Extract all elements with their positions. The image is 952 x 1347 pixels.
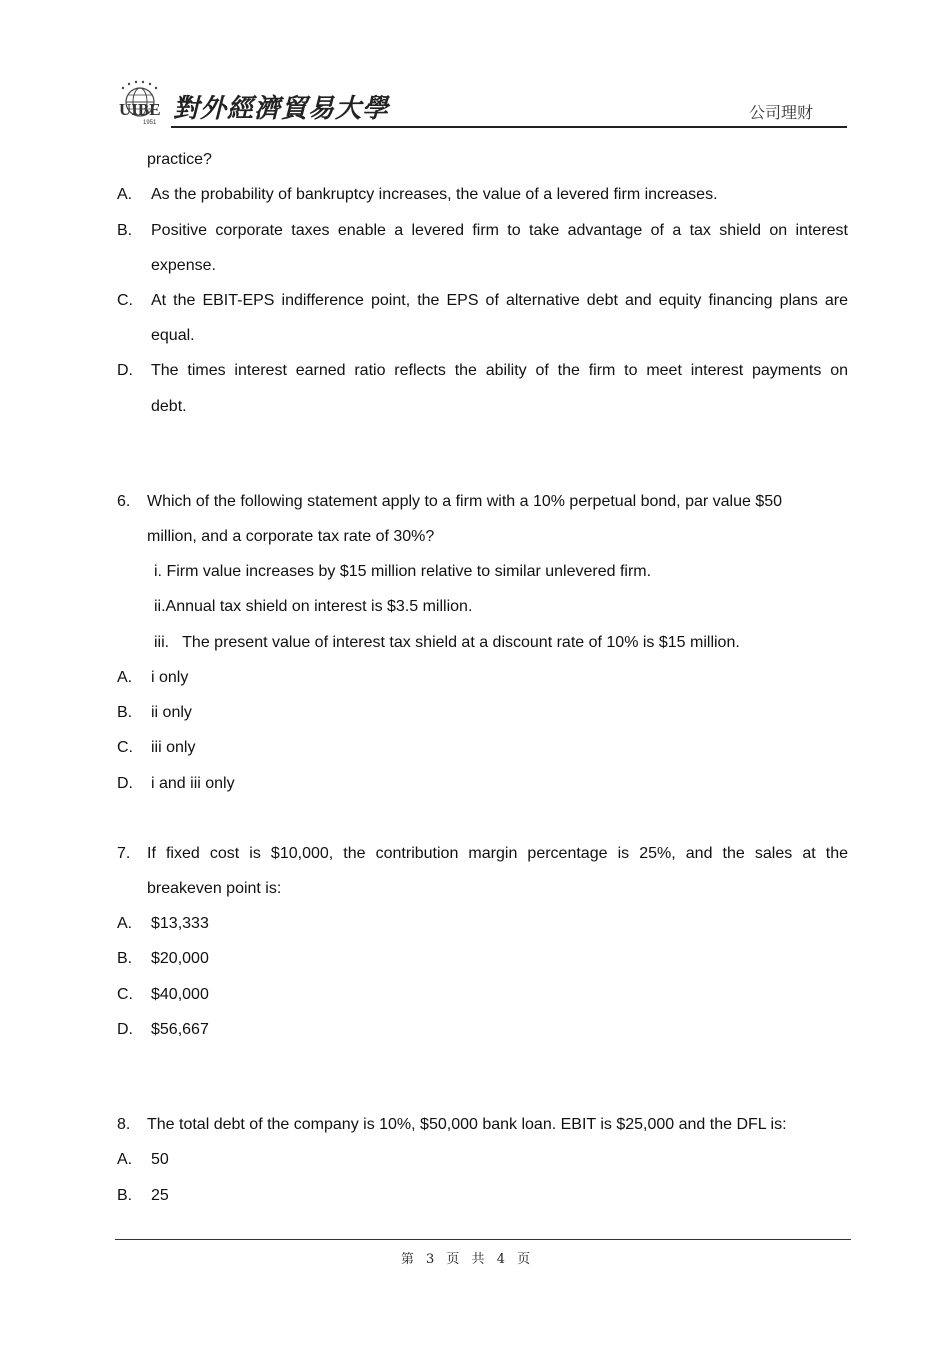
q6-option-a-label: A. — [117, 669, 133, 686]
university-name-logo: 對外經濟貿易大學 — [173, 94, 390, 124]
question-7-stem-line1: If fixed cost is $10,000, the contribution margin percentage is 25%, and the sales at the — [147, 845, 848, 862]
q6-statement-i: i. Firm value increases by $15 million relative to similar unlevered firm. — [154, 563, 652, 580]
q6-option-a-text: i only — [151, 669, 189, 686]
q6-option-b-text: ii only — [151, 704, 192, 721]
q5-option-b-text-line1: Positive corporate taxes enable a levered firm to take advantage of a tax shield on interest — [151, 222, 848, 239]
course-title: 公司理财 — [748, 105, 813, 122]
q5-option-c-text-line2: equal. — [151, 327, 195, 344]
logo-year: 1951 — [143, 120, 157, 126]
q7-option-d-text: $56,667 — [151, 1021, 209, 1038]
q5-option-d-text-line2: debt. — [151, 398, 187, 415]
question-8-stem: The total debt of the company is 10%, $50,000 bank loan. EBIT is $25,000 and the DFL is: — [147, 1116, 787, 1133]
q6-option-c-text: iii only — [151, 739, 196, 756]
q6-option-d-label: D. — [117, 775, 133, 792]
q7-option-b-label: B. — [117, 950, 133, 967]
q7-option-c-text: $40,000 — [151, 986, 209, 1003]
q8-option-a-label: A. — [117, 1151, 133, 1168]
q7-option-b-text: $20,000 — [151, 950, 209, 967]
q7-option-a-label: A. — [117, 915, 133, 932]
q5-option-d-label: D. — [117, 362, 133, 379]
question-6-stem-line2: million, and a corporate tax rate of 30%? — [147, 528, 435, 545]
question-6-stem-line1: Which of the following statement apply to a firm with a 10% perpetual bond, par value $50 — [147, 493, 783, 510]
q5-option-a-text: As the probability of bankruptcy increases, the value of a levered firm increases. — [151, 186, 718, 203]
q5-option-a-label: A. — [117, 186, 133, 203]
question-6-number: 6. — [117, 493, 131, 510]
q6-option-b-label: B. — [117, 704, 133, 721]
q6-option-c-label: C. — [117, 739, 133, 756]
q6-statement-ii: ii.Annual tax shield on interest is $3.5 million. — [154, 598, 473, 615]
q5-option-c-text-line1: At the EBIT-EPS indifference point, the EPS of alternative debt and equity financing plans are — [151, 292, 848, 309]
question-7-stem-line2: breakeven point is: — [147, 880, 282, 897]
question-5-stem-end: practice? — [147, 151, 212, 168]
footer-divider — [115, 1239, 851, 1240]
logo-abbreviation: UIBE — [119, 100, 161, 119]
q5-option-d-text-line1: The times interest earned ratio reflects the ability of the firm to meet interest payments on — [151, 362, 848, 379]
q5-option-c-label: C. — [117, 292, 133, 309]
page-header — [113, 78, 849, 130]
q8-option-b-text: 25 — [151, 1187, 169, 1204]
q6-option-d-text: i and iii only — [151, 775, 235, 792]
q7-option-d-label: D. — [117, 1021, 133, 1038]
q7-option-a-text: $13,333 — [151, 915, 209, 932]
q8-option-a-text: 50 — [151, 1151, 169, 1168]
question-8-number: 8. — [117, 1116, 131, 1133]
q5-option-b-label: B. — [117, 222, 133, 239]
header-divider — [171, 126, 847, 128]
q7-option-c-label: C. — [117, 986, 133, 1003]
q6-statement-iii: iii. The present value of interest tax shield at a discount rate of 10% is $15 million. — [154, 634, 740, 651]
question-7-number: 7. — [117, 845, 131, 862]
q5-option-b-text-line2: expense. — [151, 257, 216, 274]
page-number: 第 3 页 共 4 页 — [400, 1252, 535, 1267]
q8-option-b-label: B. — [117, 1187, 133, 1204]
